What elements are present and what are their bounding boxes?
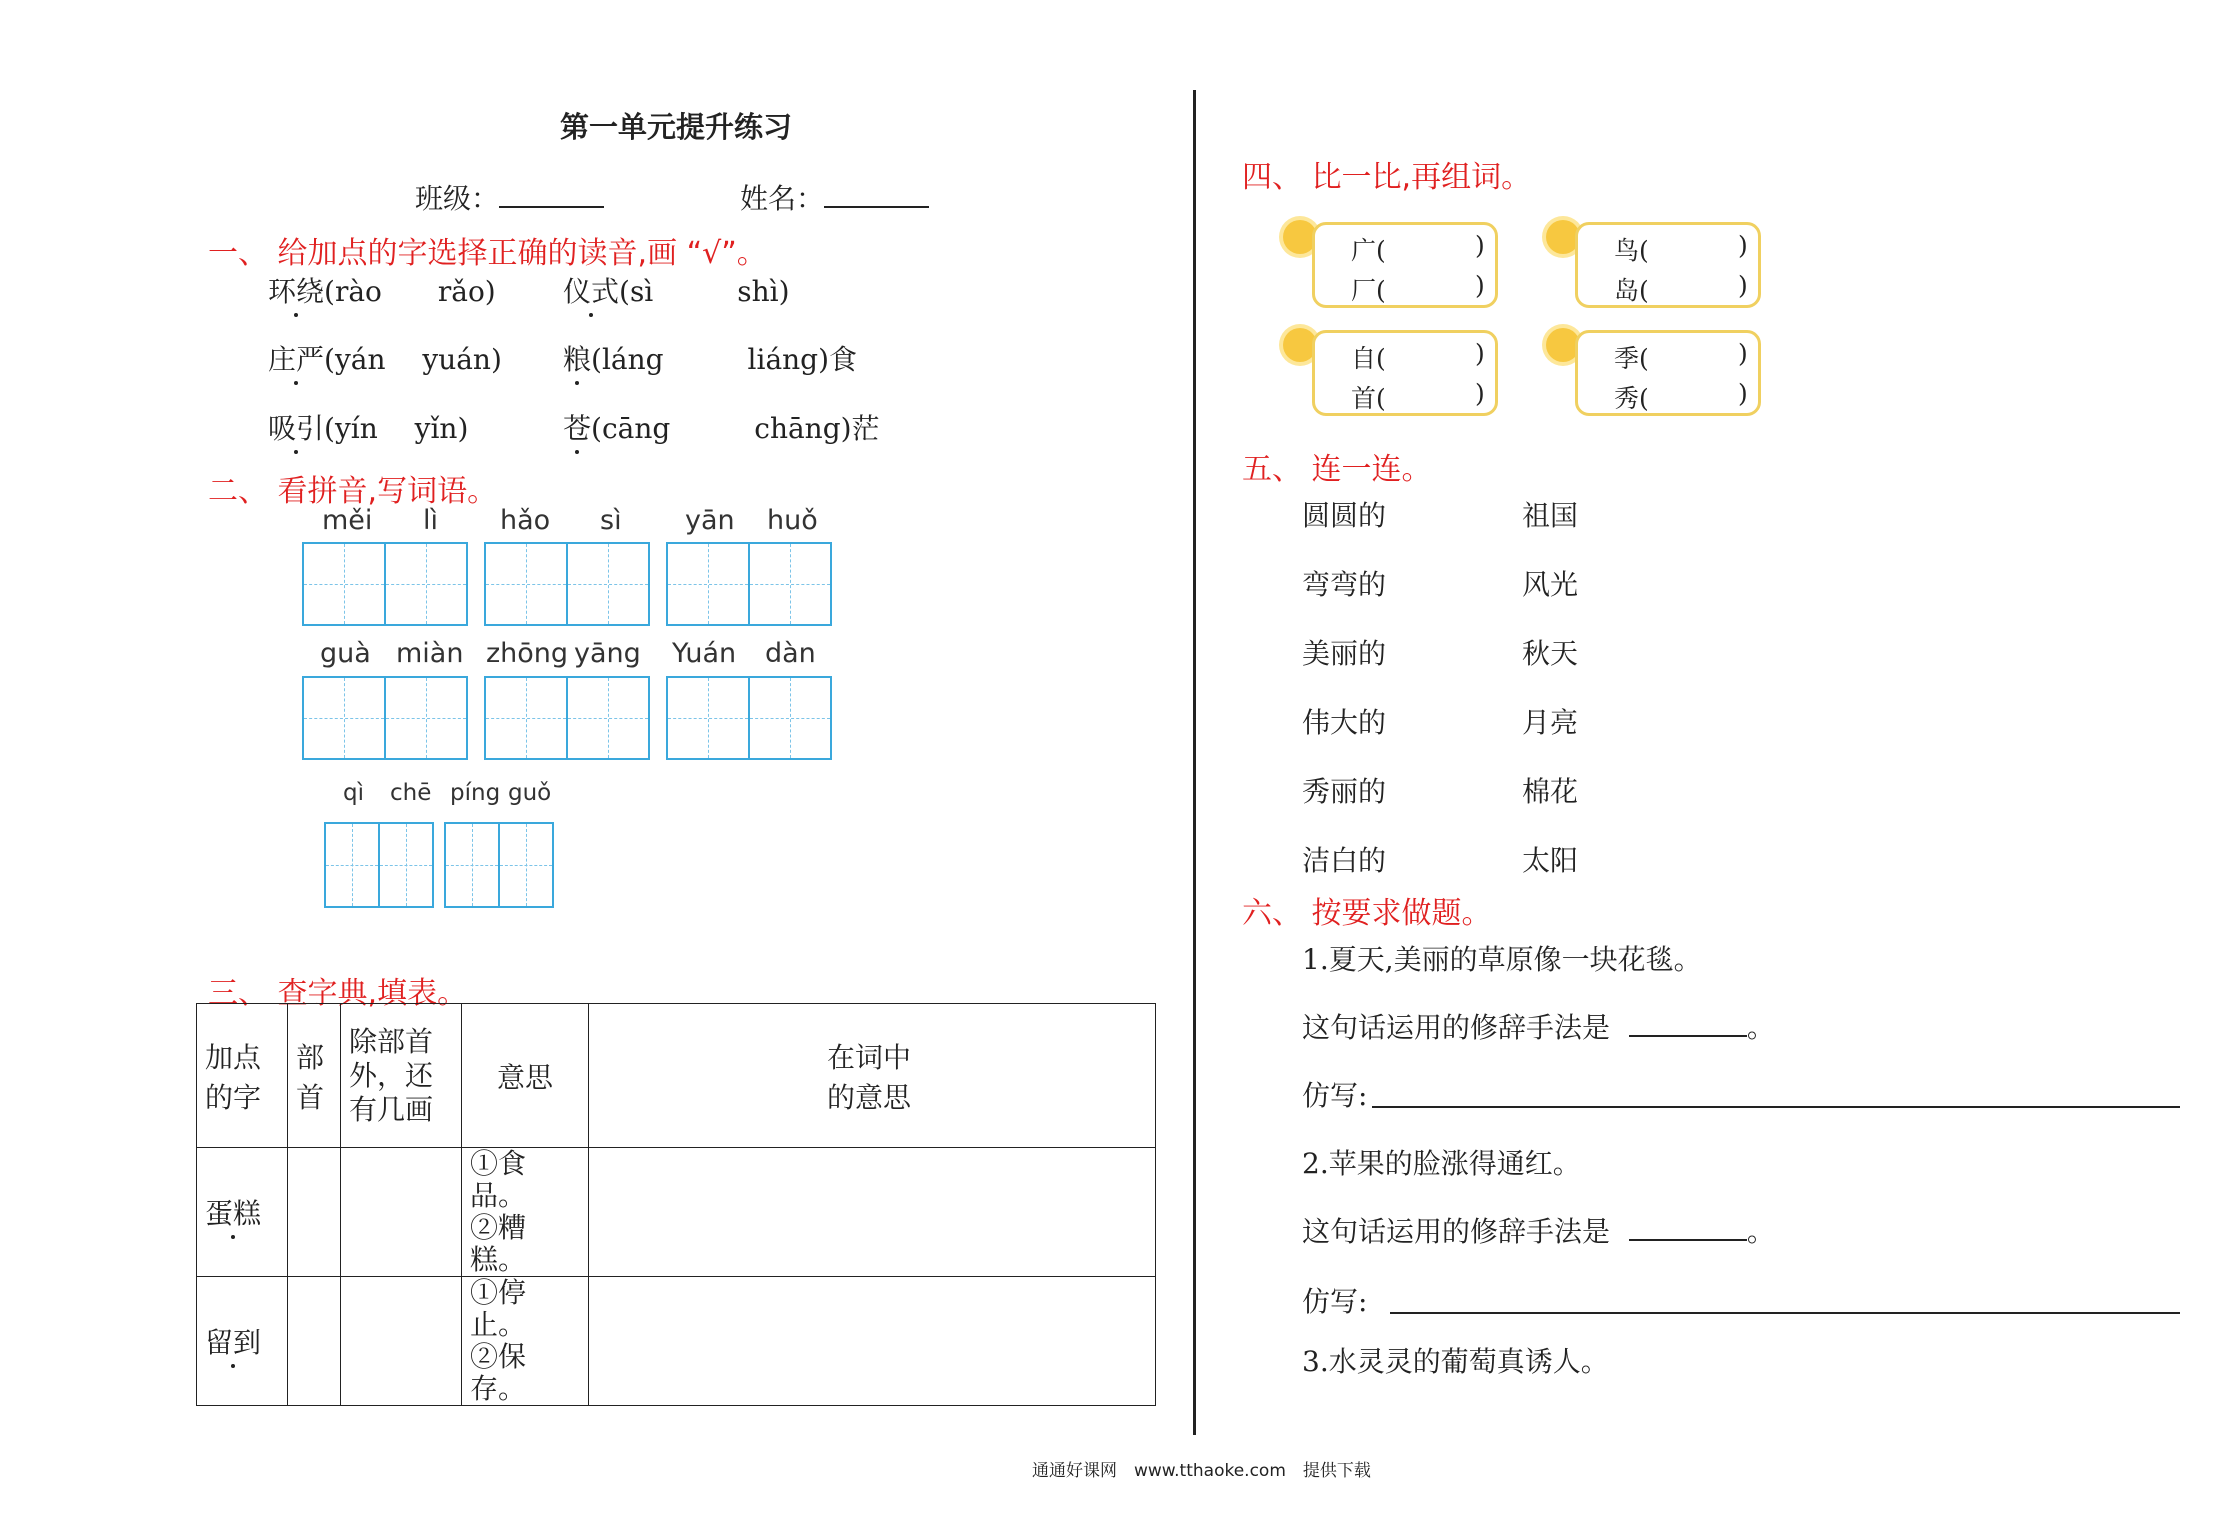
- writing-cell[interactable]: [378, 822, 434, 908]
- header-cell: 除部首外，还有几画: [341, 1004, 462, 1148]
- class-blank[interactable]: [499, 206, 604, 208]
- writing-cell[interactable]: [302, 542, 386, 626]
- table-cell: [197, 1277, 288, 1406]
- bubble-char: 秀(: [1614, 384, 1649, 413]
- rhetoric-text: 这句话运用的修辞手法是: [1302, 1011, 1611, 1044]
- header-cell: [589, 1004, 1156, 1148]
- bubble-char: 自(: [1351, 344, 1386, 373]
- match-left[interactable]: 圆圆的: [1302, 499, 1387, 532]
- bubble-close: ): [1738, 339, 1748, 368]
- footer: 通通好课网 www.tthaoke.com 提供下载: [1032, 1461, 1371, 1481]
- name-blank[interactable]: [824, 206, 929, 208]
- bubble-char: 季(: [1614, 344, 1649, 373]
- pron-word: 庄严: [268, 338, 324, 378]
- pron-options: (yín yǐn): [324, 412, 469, 445]
- class-label-text: 班级：: [415, 182, 500, 215]
- writing-cell[interactable]: [498, 822, 554, 908]
- bubble-close: ): [1475, 231, 1485, 260]
- writing-cell[interactable]: [748, 542, 832, 626]
- writing-cell[interactable]: [484, 542, 568, 626]
- match-right[interactable]: 风光: [1522, 568, 1579, 601]
- pron-item[interactable]: [563, 407, 880, 447]
- meaning: ②糟糕。: [470, 1211, 527, 1276]
- pron-word: 吸引: [268, 407, 324, 447]
- imitate-label: 仿写:: [1302, 1285, 1368, 1318]
- header-cell: 部首: [288, 1004, 341, 1148]
- pron-options: (rào rǎo): [324, 275, 496, 308]
- pron-item[interactable]: [268, 270, 496, 310]
- row-word: 蛋糕: [205, 1192, 261, 1232]
- section-6-heading: 六、 按要求做题。: [1242, 896, 1492, 931]
- table-cell: [462, 1277, 589, 1406]
- match-right[interactable]: 秋天: [1522, 637, 1579, 670]
- question-3: 3.水灵灵的葡萄真诱人。: [1302, 1345, 1609, 1378]
- match-right[interactable]: 月亮: [1522, 706, 1579, 739]
- header-text: 在词中的意思: [827, 1040, 912, 1114]
- pinyin: yāng: [574, 638, 641, 669]
- pron-options: (sì shì): [619, 275, 790, 308]
- question-1: 1.夏天,美丽的草原像一块花毯。: [1302, 943, 1702, 976]
- writing-cell[interactable]: [384, 676, 468, 760]
- writing-cell[interactable]: [566, 542, 650, 626]
- column-divider: [1193, 90, 1196, 1435]
- class-label: [415, 177, 604, 217]
- table-cell[interactable]: [589, 1277, 1156, 1406]
- writing-cell[interactable]: [484, 676, 568, 760]
- pron-item[interactable]: [563, 338, 857, 378]
- imitate-label: 仿写:: [1302, 1079, 1368, 1112]
- period: 。: [1746, 1215, 1775, 1248]
- page-title: 第一单元提升练习: [560, 110, 793, 144]
- word-bubble: [1312, 330, 1498, 416]
- pinyin: zhōng: [486, 638, 569, 669]
- pinyin: miàn: [396, 638, 464, 669]
- match-right[interactable]: 太阳: [1522, 844, 1579, 877]
- meaning: ①食品。: [470, 1147, 527, 1212]
- table-cell[interactable]: [341, 1148, 462, 1277]
- match-left[interactable]: 伟大的: [1302, 706, 1387, 739]
- pinyin: qì: [343, 780, 364, 806]
- pinyin: lì: [423, 505, 439, 536]
- word-bubble: [1312, 222, 1498, 308]
- writing-cell[interactable]: [566, 676, 650, 760]
- writing-cell[interactable]: [666, 676, 750, 760]
- table-cell[interactable]: [341, 1277, 462, 1406]
- match-left[interactable]: 秀丽的: [1302, 775, 1387, 808]
- meaning: ①停止。: [470, 1276, 527, 1341]
- bubble-close: ): [1738, 231, 1748, 260]
- section-4-heading: 四、 比一比,再组词。: [1242, 160, 1532, 195]
- period: 。: [1746, 1011, 1775, 1044]
- name-label-text: 姓名：: [740, 182, 825, 215]
- pinyin: guà: [320, 638, 371, 669]
- bubble-close: ): [1738, 379, 1748, 408]
- table-cell: [462, 1148, 589, 1277]
- section-3-heading: 三、 查字典,填表。: [208, 976, 468, 1011]
- bubble-close: ): [1475, 339, 1485, 368]
- rhetoric-text: 这句话运用的修辞手法是: [1302, 1215, 1611, 1248]
- bubble-char: 岛(: [1614, 276, 1649, 305]
- header-cell: 意思: [462, 1004, 589, 1148]
- row-word: 留到: [205, 1321, 261, 1361]
- name-label: [740, 177, 929, 217]
- pron-item[interactable]: [268, 407, 468, 447]
- table-cell[interactable]: [288, 1277, 341, 1406]
- writing-cell[interactable]: [324, 822, 380, 908]
- match-right[interactable]: 棉花: [1522, 775, 1579, 808]
- pinyin: Yuán: [672, 638, 737, 669]
- bubble-close: ): [1738, 271, 1748, 300]
- table-cell[interactable]: [589, 1148, 1156, 1277]
- pron-options: (cāng chāng)茫: [591, 412, 880, 445]
- pron-item[interactable]: [563, 270, 790, 310]
- word-bubble: [1575, 222, 1761, 308]
- bubble-close: ): [1475, 271, 1485, 300]
- pinyin: píng: [450, 780, 501, 806]
- pinyin: chē: [390, 780, 432, 806]
- rhetoric-blank[interactable]: [1629, 1035, 1747, 1037]
- word-bubble: [1575, 330, 1761, 416]
- match-left[interactable]: 弯弯的: [1302, 568, 1387, 601]
- imitate-line[interactable]: [1390, 1312, 2180, 1314]
- section-2-heading: 二、 看拼音,写词语。: [208, 474, 498, 509]
- match-left[interactable]: 洁白的: [1302, 844, 1387, 877]
- pinyin: dàn: [765, 638, 816, 669]
- pinyin: měi: [322, 505, 373, 536]
- match-right[interactable]: 祖国: [1522, 499, 1579, 532]
- table-cell[interactable]: [288, 1148, 341, 1277]
- writing-cell[interactable]: [748, 676, 832, 760]
- pron-item[interactable]: [268, 338, 502, 378]
- writing-cell[interactable]: [444, 822, 500, 908]
- section-1-heading: 一、 给加点的字选择正确的读音,画 “√”。: [208, 236, 767, 271]
- pinyin: sì: [600, 505, 622, 536]
- bubble-close: ): [1475, 379, 1485, 408]
- table-cell: [197, 1148, 288, 1277]
- rhetoric-blank[interactable]: [1629, 1239, 1747, 1241]
- pinyin: huǒ: [767, 505, 818, 536]
- bubble-char: 鸟(: [1614, 236, 1649, 265]
- question-2: 2.苹果的脸涨得通红。: [1302, 1147, 1581, 1180]
- pinyin: guǒ: [508, 780, 552, 806]
- imitate-line[interactable]: [1372, 1106, 2180, 1108]
- bubble-char: 厂(: [1351, 276, 1386, 305]
- pron-options: (yán yuán): [324, 343, 502, 376]
- bubble-char: 广(: [1351, 236, 1386, 265]
- bubble-char: 首(: [1351, 384, 1386, 413]
- pron-word: 环绕: [268, 270, 324, 310]
- writing-cell[interactable]: [666, 542, 750, 626]
- header-cell: 加点的字: [197, 1004, 288, 1148]
- writing-cell[interactable]: [384, 542, 468, 626]
- pron-word: 苍: [563, 407, 591, 447]
- pinyin: hǎo: [500, 505, 551, 536]
- rhetoric-line: [1302, 1210, 1775, 1250]
- dictionary-table: [196, 1003, 1156, 1406]
- pinyin: yān: [685, 505, 735, 536]
- rhetoric-line: [1302, 1006, 1775, 1046]
- writing-cell[interactable]: [302, 676, 386, 760]
- pron-options: (láng liáng)食: [591, 343, 858, 376]
- meaning: ②保存。: [470, 1340, 527, 1405]
- pron-word: 粮: [563, 338, 591, 378]
- match-left[interactable]: 美丽的: [1302, 637, 1387, 670]
- pron-word: 仪式: [563, 270, 619, 310]
- section-5-heading: 五、 连一连。: [1242, 452, 1432, 487]
